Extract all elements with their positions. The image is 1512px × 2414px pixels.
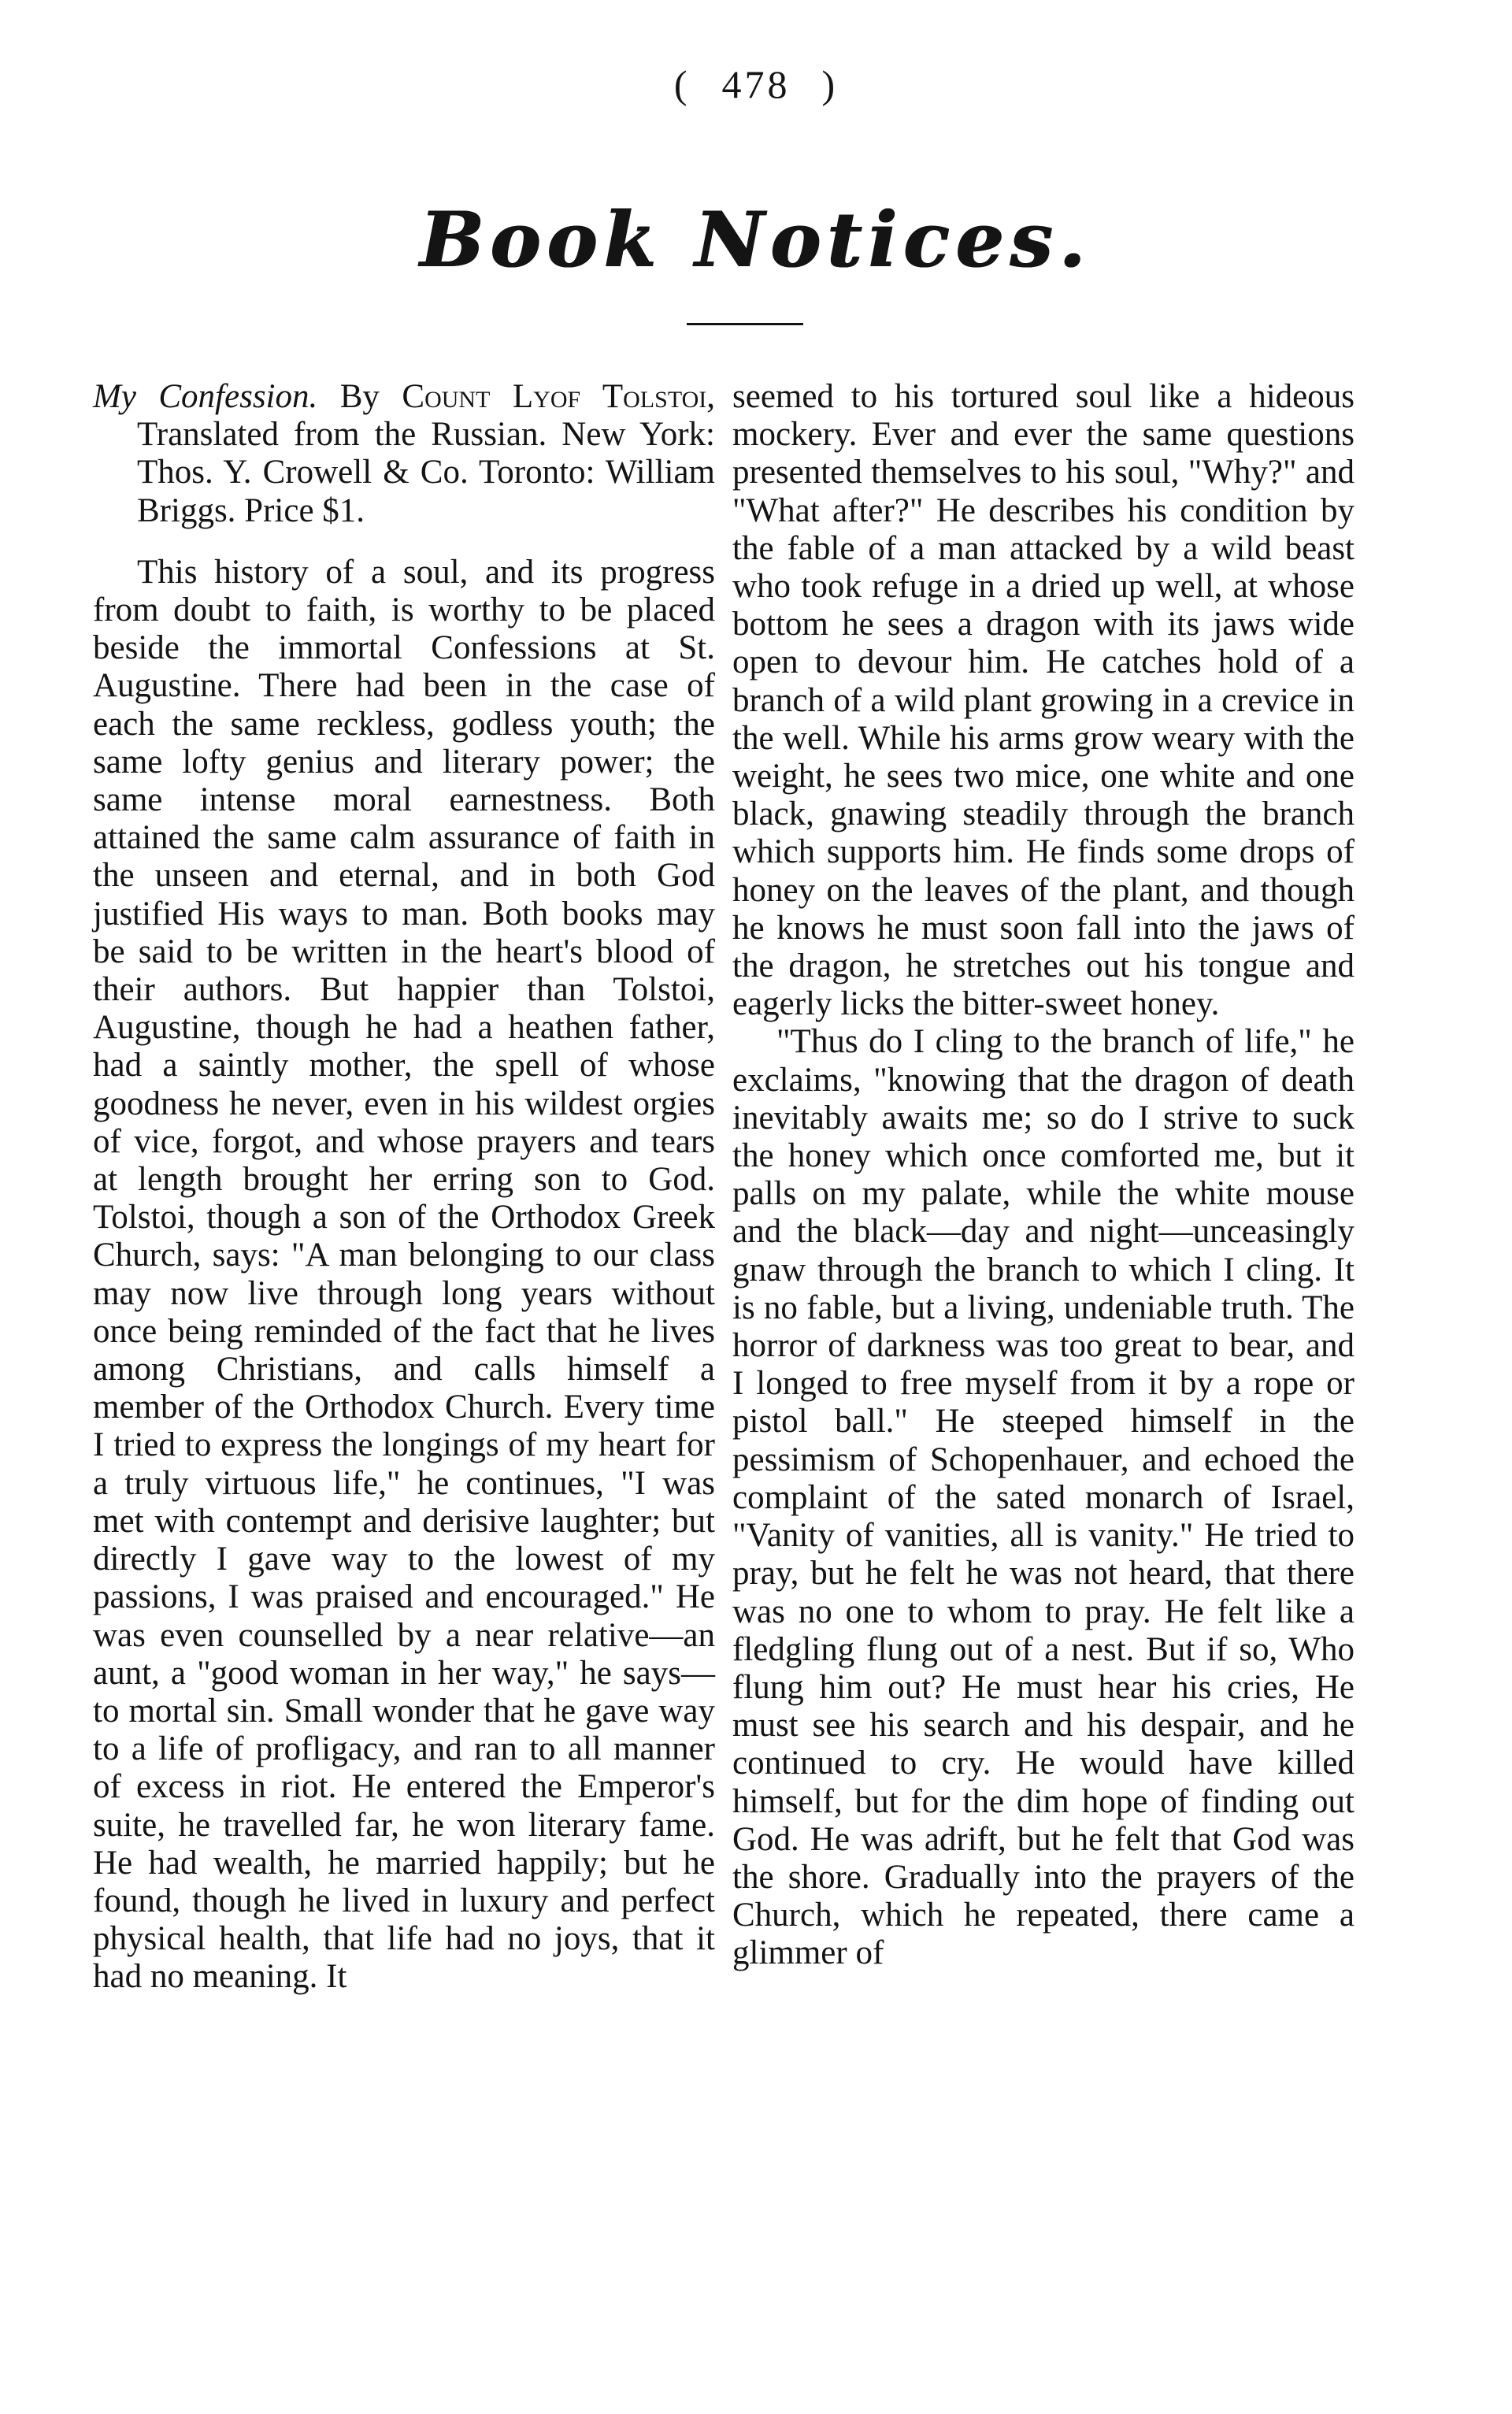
section-title: Book Notices.: [420, 195, 1092, 284]
page-number-value: 478: [721, 62, 791, 106]
right-column: [732, 378, 1354, 1973]
review-paragraph-2: "Thus do I cling to the branch of life," he exclaims, "knowing that the dragon of death inevitably awaits me; so do I strive to suck the honey which once comforted me, but it palls on my palate, while the white mouse and the black—day and night—unceasingly gnaw through the branch to which I cling. It is no fable, but a living, undeniable truth. The horror of darkness was too great to bear, and I longed to free myself from it by a rope or pistol ball." He steeped himself in the pessimism of Schopenhauer, and echoed the complaint of the sated monarch of Israel, "Vanity of vanities, all is vanity." He tried to pray, but he felt he was not heard, that there was no one to whom to pray. He felt like a fledgling flung out of a nest. But if so, Who flung him out? He must hear his cries, He must see his search and his despair, and he continued to cry. He would have killed himself, but for the dim hope of finding out God. He was adrift, but he felt that God was the shore. Gradually into the prayers of the Church, which he repeated, there came a glimmer of: [732, 1023, 1354, 1972]
byline-by: By: [339, 378, 380, 415]
left-column: [93, 378, 715, 1997]
publication-info: Translated from the Russian. New York: Thos. Y. Crowell & Co. Toronto: William Briggs. Price $1.: [137, 416, 715, 529]
review-heading: [93, 378, 715, 530]
page-number: [0, 61, 1512, 107]
page-number-close-paren: ): [821, 62, 839, 106]
book-author: Count Lyof Tolstoi,: [402, 378, 716, 415]
book-title: My Confession.: [93, 378, 318, 415]
review-paragraph-1-continued: seemed to his tortured soul like a hideous mockery. Ever and ever the same questions presented themselves to his soul, "Why?" and "What after?" He describes his condition by the fable of a man attacked by a wild beast who took refuge in a dried up well, at whose bottom he sees a dragon with its jaws wide open to devour him. He catches hold of a branch of a wild plant growing in a crevice in the well. While his arms grow weary with the weight, he sees two mice, one white and one black, gnawing steadily through the branch which supports him. He finds some drops of honey on the leaves of the plant, and though he knows he must soon fall into the jaws of the dragon, he stretches out his tongue and eagerly licks the bitter-sweet honey.: [732, 378, 1354, 1023]
title-divider: [687, 323, 803, 325]
review-paragraph-1: This history of a soul, and its progress from doubt to faith, is worthy to be placed beside the immortal Confessions at St. Augustine. There had been in the case of each the same reckless, godless youth; the same lofty genius and literary power; the same intense moral earnestness. Both attained the same calm assurance of faith in the unseen and eternal, and in both God justified His ways to man. Both books may be said to be written in the heart's blood of their authors. But happier than Tolstoi, Augustine, though he had a heathen father, had a saintly mother, the spell of whose goodness he never, even in his wildest orgies of vice, forgot, and whose prayers and tears at length brought her erring son to God. Tolstoi, though a son of the Orthodox Greek Church, says: "A man belonging to our class may now live through long years without once being reminded of the fact that he lives among Christians, and calls himself a member of the Orthodox Church. Every time I tried to express the longings of my heart for a truly virtuous life," he continues, "I was met with contempt and derisive laughter; but directly I gave way to the lowest of my passions, I was praised and encouraged." He was even counselled by a near relative—an aunt, a "good woman in her way," he says—to mortal sin. Small wonder that he gave way to a life of profligacy, and ran to all manner of excess in riot. He entered the Emperor's suite, he travelled far, he won literary fame. He had wealth, he married happily; but he found, though he lived in luxury and perfect physical health, that life had no joys, that it had no meaning. It: [93, 553, 715, 1996]
page-number-open-paren: (: [673, 62, 691, 106]
